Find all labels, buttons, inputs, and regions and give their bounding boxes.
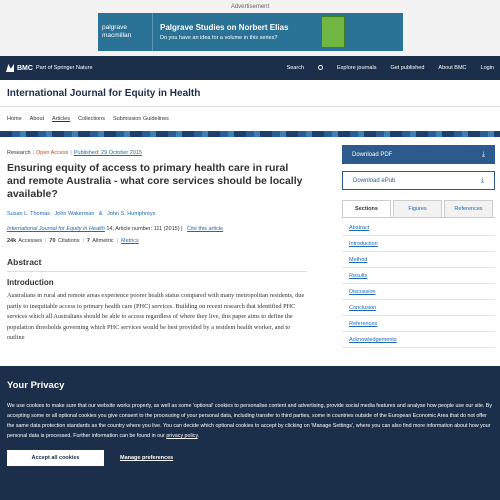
tab-figures[interactable]: Figures [393,200,442,217]
author-link[interactable]: John S. Humphreys [107,211,156,217]
accesses-label: Accesses [18,238,42,244]
section-link-results[interactable]: Results [342,268,495,284]
meta-separator: | [70,150,72,156]
article-type: Research [7,150,31,156]
section-list [342,220,495,348]
logo-line1: palgrave [102,24,127,31]
section-link-acknowledgements[interactable]: Acknowledgements [342,332,495,348]
search-icon [318,65,323,70]
cookie-actions [7,450,493,466]
meta-separator: | [116,238,119,244]
download-icon: ⤓ [480,176,484,184]
author-link[interactable]: John Wakerman [54,211,95,217]
brand-name: BMC [17,64,33,72]
nav-home[interactable]: Home [7,116,22,122]
nav-collections[interactable]: Collections [78,116,105,122]
nav-about[interactable]: About [29,116,45,122]
abstract-text: Australians in rural and remote areas experience poorer health status compared with many metropolitan residents, due partly to inequitable access to primary health care (PHC) services. Building on recent research that identified PHC services which all Australians should be able to access regardless of where they live, this paper aims to define the population thresholds governing which PHC services would be best provided by a resident health worker, and to outline [7,292,305,341]
site-header [0,56,500,80]
explore-journals-link[interactable]: Explore journals [337,65,377,71]
manage-preferences-link[interactable]: Manage preferences [120,455,174,461]
download-epub-button[interactable] [342,171,495,190]
meta-separator: | [82,238,84,244]
accept-all-cookies-button[interactable]: Accept all cookies [7,450,104,466]
citations-count: 70 [49,238,56,244]
author-separator: & [98,211,103,217]
bmc-mark-icon [6,64,14,72]
decorative-stripe [0,131,500,137]
section-link-conclusion[interactable]: Conclusion [342,300,495,316]
journal-reference: 14, Article number: 111 (2015) [106,226,180,232]
get-published-link[interactable]: Get published [390,65,425,71]
accesses-count: 24k [7,238,17,244]
section-link-discussion[interactable]: Discussion [342,284,495,300]
section-link-method[interactable]: Method [342,252,495,268]
ad-title: Palgrave Studies on Norbert Elias [160,23,289,32]
section-link-references[interactable]: References [342,316,495,332]
download-pdf-button[interactable] [342,145,495,164]
ad-banner[interactable] [98,13,403,51]
meta-separator: | [181,226,183,232]
brand-tagline: Part of Springer Nature [35,65,93,71]
download-icon: ⤓ [481,150,485,158]
sidebar-tabs [342,200,495,218]
cookie-body: We use cookies to make sure that our website works properly, as well as some 'optional' cookies to personalise content and advertising, provide social media features and analyse how people use our site. By accepting some or all optional cookies you give consent to the processing of your personal data, including transfer to third parties, some in countries outside of the European Economic Area that do not offer the same data protection standards as the country where you live. You can decide which optional cookies to accept by clicking on 'Manage Settings', where you can also find more information about how your personal data is processed. Further information can be found in our [7,403,492,439]
palgrave-logo [98,13,153,51]
cookie-banner [0,366,500,500]
ad-label: Advertisement [230,4,270,10]
section-link-abstract[interactable]: Abstract [342,220,495,236]
altmetric-label: Altmetric [92,238,114,244]
tab-sections[interactable]: Sections [342,200,391,217]
download-epub-label: Download ePub [353,177,396,184]
meta-separator: | [44,238,47,244]
ad-text [153,23,321,41]
ad-subtitle: Do you have an idea for a volume in this series? [160,35,278,41]
article-title: Ensuring equity of access to primary health care in rural and remote Australia - what core services should be locally available? [7,162,303,200]
about-bmc-link[interactable]: About BMC [438,65,467,71]
bmc-logo[interactable] [6,64,93,72]
published-date[interactable]: Published: 29 October 2015 [73,150,143,156]
altmetric-count: 7 [86,238,90,244]
book-cover-image [321,16,345,48]
journal-nav [0,107,500,131]
login-link[interactable]: Login [480,65,494,71]
logo-line2: macmillan [102,32,132,39]
nav-submission-guidelines[interactable]: Submission Guidelines [112,116,169,122]
abstract-heading: Abstract [7,257,307,272]
cookie-text: We use cookies to make sure that our website works properly, as well as some 'optional' cookies to personalise content and advertising, provide social media features and analyse how people use our site. By accepting some or all optional cookies you give consent to the processing of your personal data, including transfer to third parties, some in countries outside of the European Economic Area that do not offer the same data protection standards as the country where you live. You can decide which optional cookies to accept by clicking on 'Manage Settings', where you can also find more information about how your personal data is processed. Further information can be found in our privacy policy. [7,403,492,439]
search-link[interactable] [273,65,323,71]
header-nav [259,65,494,71]
article-sidebar [342,145,495,348]
open-access-label: Open Access [35,150,69,156]
citations-label: Citations [58,238,80,244]
metrics-link[interactable]: Metrics [121,238,139,244]
journal-bar [0,80,500,107]
meta-separator: | [32,150,34,156]
privacy-policy-link[interactable]: privacy policy [166,433,198,439]
introduction-heading: Introduction [7,278,54,287]
advertisement-area [0,0,500,56]
author-link[interactable]: Susan L. Thomas [7,211,51,217]
cookie-heading: Your Privacy [7,380,65,391]
section-link-introduction[interactable]: Introduction [342,236,495,252]
journal-link[interactable]: International Journal for Equity in Health [7,226,105,232]
cite-article-link[interactable]: Cite this article [187,226,224,232]
journal-title[interactable]: International Journal for Equity in Health [7,87,201,99]
download-pdf-label: Download PDF [352,151,393,158]
nav-articles[interactable]: Articles [52,116,71,122]
tab-references[interactable]: References [444,200,493,217]
search-label: Search [286,65,305,71]
